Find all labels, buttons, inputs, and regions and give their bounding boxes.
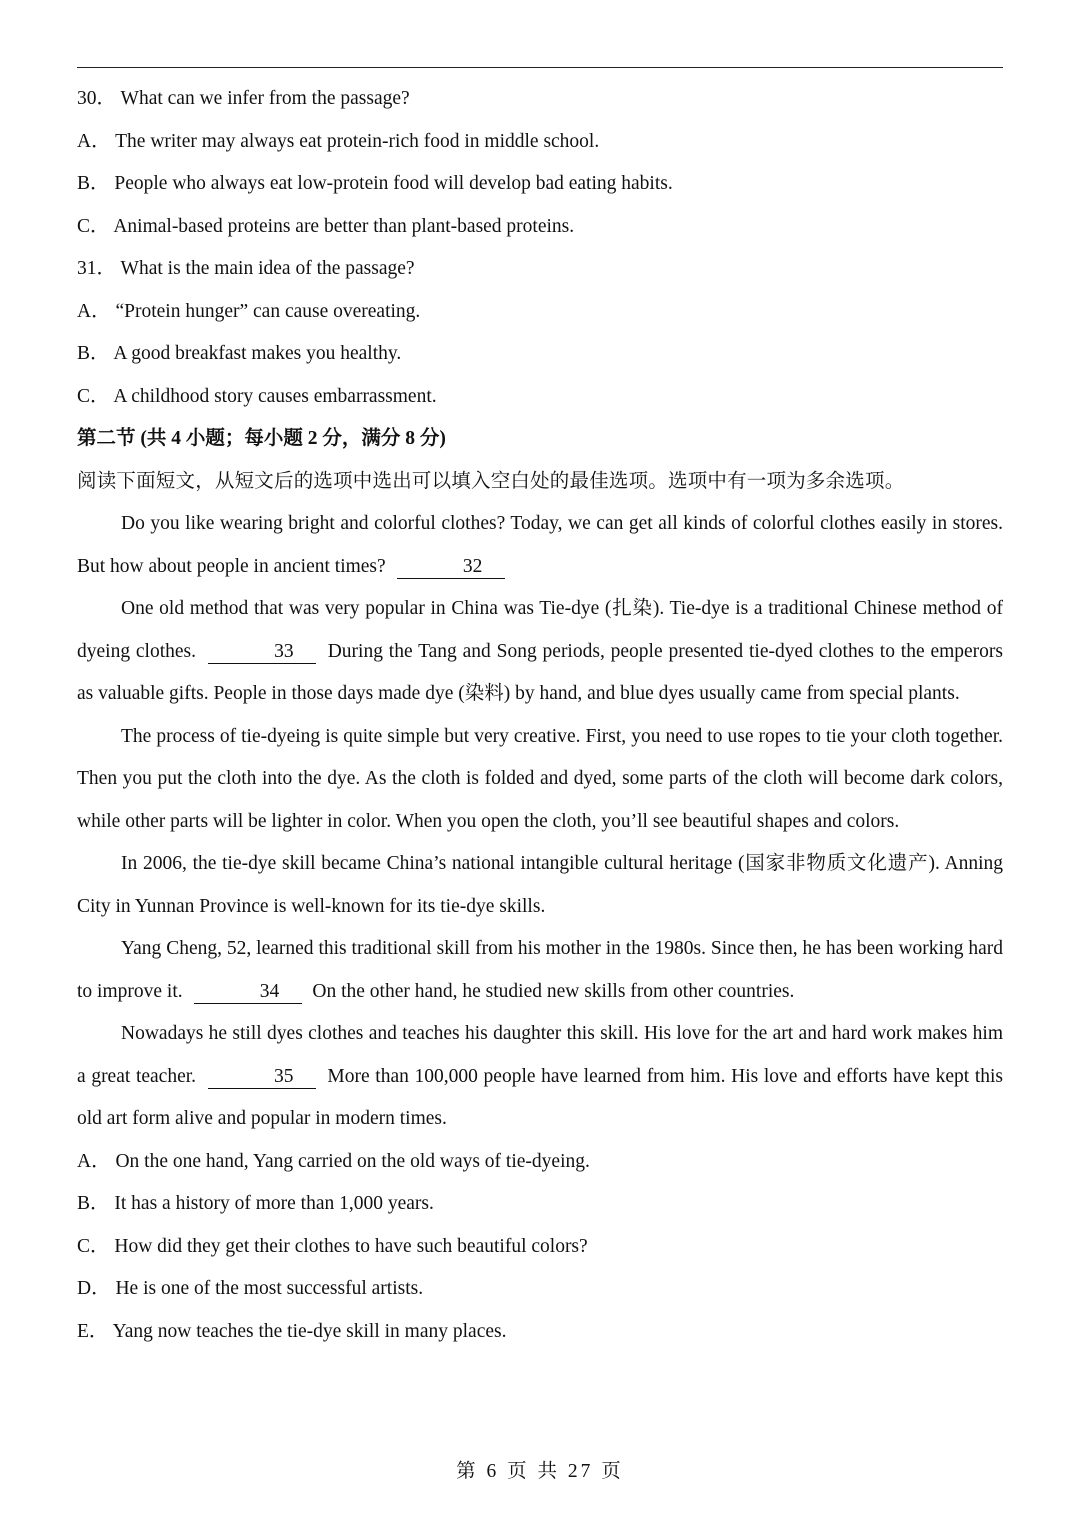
option-31-b: [77, 333, 1003, 376]
choice-text: It has a history of more than 1,000 years.: [114, 1193, 434, 1214]
question-number: 31．: [77, 258, 117, 279]
choice-letter: A．: [77, 1150, 111, 1172]
choice-text: How did they get their clothes to have such beautiful colors?: [114, 1235, 588, 1257]
header-rule: [77, 67, 1003, 68]
passage-paragraph-6: [77, 1013, 1003, 1141]
option-30-b: [77, 163, 1003, 206]
option-text: “Protein hunger” can cause overeating.: [115, 300, 421, 322]
blank-32: 32: [397, 556, 505, 579]
choice-c: [77, 1226, 1003, 1269]
choice-a: [77, 1141, 1003, 1184]
choice-d: [77, 1268, 1003, 1311]
choice-letter: D．: [77, 1278, 111, 1299]
choice-letter: E．: [77, 1320, 109, 1342]
option-letter: C．: [77, 385, 110, 407]
question-30: [77, 78, 1003, 121]
question-number: 30．: [77, 88, 117, 109]
choice-text: On the one hand, Yang carried on the old ways of tie-dyeing.: [115, 1150, 590, 1172]
option-31-c: [77, 376, 1003, 419]
option-text: Animal-based proteins are better than plant-based proteins.: [113, 215, 575, 237]
page-content: [77, 78, 1003, 1353]
passage-paragraph-2: [77, 588, 1003, 716]
choice-e: [77, 1311, 1003, 1354]
option-letter: B．: [77, 343, 110, 364]
passage-paragraph-1: [77, 503, 1003, 588]
choice-text: Yang now teaches the tie-dye skill in many places.: [112, 1320, 507, 1342]
option-text: A good breakfast makes you healthy.: [113, 343, 402, 364]
passage-paragraph-4: In 2006, the tie-dye skill became China’s national intangible cultural heritage (国家非物质文化遗产). Anning City in Yunnan Province is well-known for its tie-dye skills.: [77, 853, 1003, 917]
paragraph-text: Yang Cheng, 52, learned this traditional skill from his mother in the 1980s. Since then, he has been working hard to improve it.: [77, 938, 1003, 1002]
option-30-c: [77, 206, 1003, 249]
paragraph-text: On the other hand, he studied new skills from other countries.: [312, 980, 795, 1002]
option-text: A childhood story causes embarrassment.: [113, 385, 437, 407]
option-text: The writer may always eat protein-rich food in middle school.: [115, 130, 600, 152]
blank-35: 35: [208, 1066, 316, 1089]
passage-paragraph-3: The process of tie-dyeing is quite simple but very creative. First, you need to use ropes to tie your cloth together. Then you put the cloth into the dye. As the cloth is folded and dyed, some parts of the cloth will become dark colors, while other parts will be lighter in color. When you open the cloth, you’ll see beautiful shapes and colors.: [77, 725, 1003, 832]
choice-letter: C．: [77, 1235, 110, 1257]
blank-33: 33: [208, 641, 316, 664]
paragraph-text: One old method that was very popular in China was Tie-dye (扎染). Tie-dye is a traditional Chinese method of dyeing clothes.: [77, 598, 1003, 662]
question-text: What can we infer from the passage?: [120, 88, 410, 109]
option-31-a: [77, 291, 1003, 334]
question-text: What is the main idea of the passage?: [120, 258, 415, 279]
question-31: [77, 248, 1003, 291]
paragraph-text: More than 100,000 people have learned from him. His love and efforts have kept this old art form alive and popular in modern times.: [77, 1065, 1004, 1129]
choice-text: He is one of the most successful artists.: [115, 1278, 424, 1299]
choice-letter: B．: [77, 1193, 110, 1214]
option-letter: A．: [77, 300, 111, 322]
paragraph-text: Nowadays he still dyes clothes and teaches his daughter this skill. His love for the art and hard work makes him a great teacher.: [77, 1023, 1003, 1087]
paragraph-text: During the Tang and Song periods, people presented tie-dyed clothes to the emperors as valuable gifts. People in those days made dye (染料) by hand, and blue dyes usually came from special plants.: [77, 640, 1004, 704]
option-letter: C．: [77, 215, 110, 237]
option-30-a: [77, 121, 1003, 164]
choice-b: [77, 1183, 1003, 1226]
passage-paragraph-5: [77, 928, 1003, 1013]
option-letter: A．: [77, 130, 111, 152]
section-heading: 第二节 (共 4 小题；每小题 2 分，满分 8 分): [77, 428, 446, 449]
option-text: People who always eat low-protein food will develop bad eating habits.: [114, 173, 673, 194]
section-instructions: 阅读下面短文，从短文后的选项中选出可以填入空白处的最佳选项。选项中有一项为多余选项。: [77, 470, 905, 492]
blank-34: 34: [194, 981, 302, 1004]
paragraph-text: Do you like wearing bright and colorful clothes? Today, we can get all kinds of colorful clothes easily in stores. But how about people in ancient times?: [77, 513, 1003, 577]
option-letter: B．: [77, 173, 110, 194]
page-footer: 第 6 页 共 27 页: [456, 1461, 624, 1482]
